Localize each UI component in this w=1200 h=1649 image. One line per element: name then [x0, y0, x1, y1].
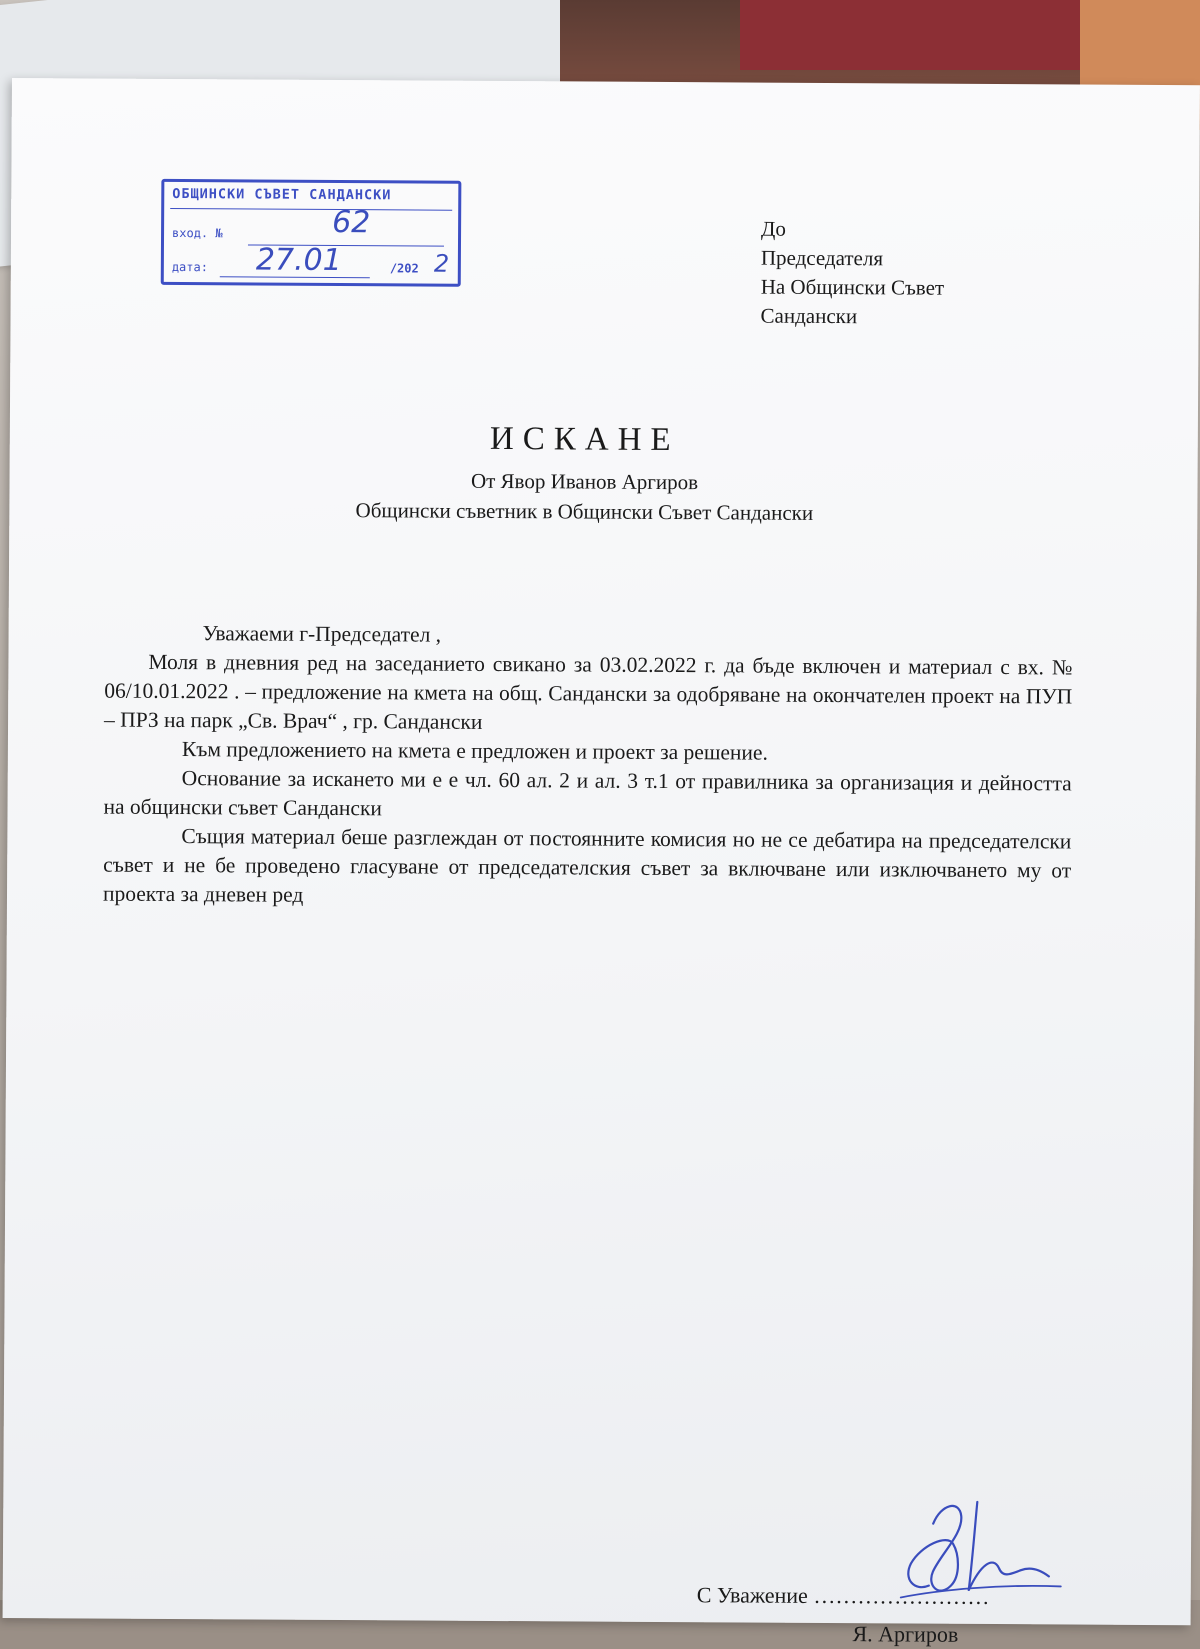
body-paragraph: Основание за искането ми е е чл. 60 ал. 2 и ал. 3 т.1 от правилника за организация и дейността на общински съвет Сандански — [103, 766, 1072, 821]
closing-line: С Уважение …………………… — [696, 1582, 990, 1609]
document-sheet — [3, 78, 1200, 1647]
addressee-line: Председателя — [760, 245, 884, 271]
stamp-entry-label: вход. № — [172, 225, 223, 241]
stamp-year: /202 — [389, 261, 419, 276]
addressee-line: На Общински Съвет — [760, 274, 945, 300]
document-body — [103, 619, 1073, 915]
stamp-entry-number: 62 — [332, 204, 371, 241]
document-title: ИСКАНЕ — [489, 420, 680, 459]
document-author: От Явор Иванов Аргиров — [470, 468, 699, 495]
stamp-date-label: дата: — [171, 259, 209, 275]
addressee-line: Сандански — [760, 303, 858, 329]
body-paragraph: Моля в дневния ред на заседанието свикано за 03.02.2022 г. да бъде включен и материал с вх. № 06/10.01.2022 . – предложение на кмета на общ. Сандански за одобряване на окончателен проект на ПУП – ПРЗ на парк „Св. Врач“ , гр. Сандански — [104, 649, 1073, 734]
registration-stamp — [161, 179, 462, 287]
stamp-divider — [170, 208, 452, 211]
signatory-name: Я. Аргиров — [852, 1621, 959, 1647]
body-paragraph: Същия материал беше разглеждан от постоянните комисия но не се дебатира на председателски съвет и не бе проведено гласуване от председателския съвет за включване или изключването му от проекта за дневен ред — [102, 824, 1072, 907]
body-paragraph: Към предложението на кмета е предложен и проект за решение. — [181, 737, 768, 765]
stamp-date-value: 27.01 — [255, 242, 342, 279]
greeting: Уважаеми г-Председател , — [202, 621, 442, 647]
stamp-year-hand: 2 — [433, 249, 450, 278]
addressee-block — [760, 215, 944, 332]
stamp-title: ОБЩИНСКИ СЪВЕТ САНДАНСКИ — [172, 185, 392, 204]
addressee-line: До — [761, 216, 786, 241]
document-author-position: Общински съветник в Общински Съвет Сандански — [355, 498, 814, 525]
